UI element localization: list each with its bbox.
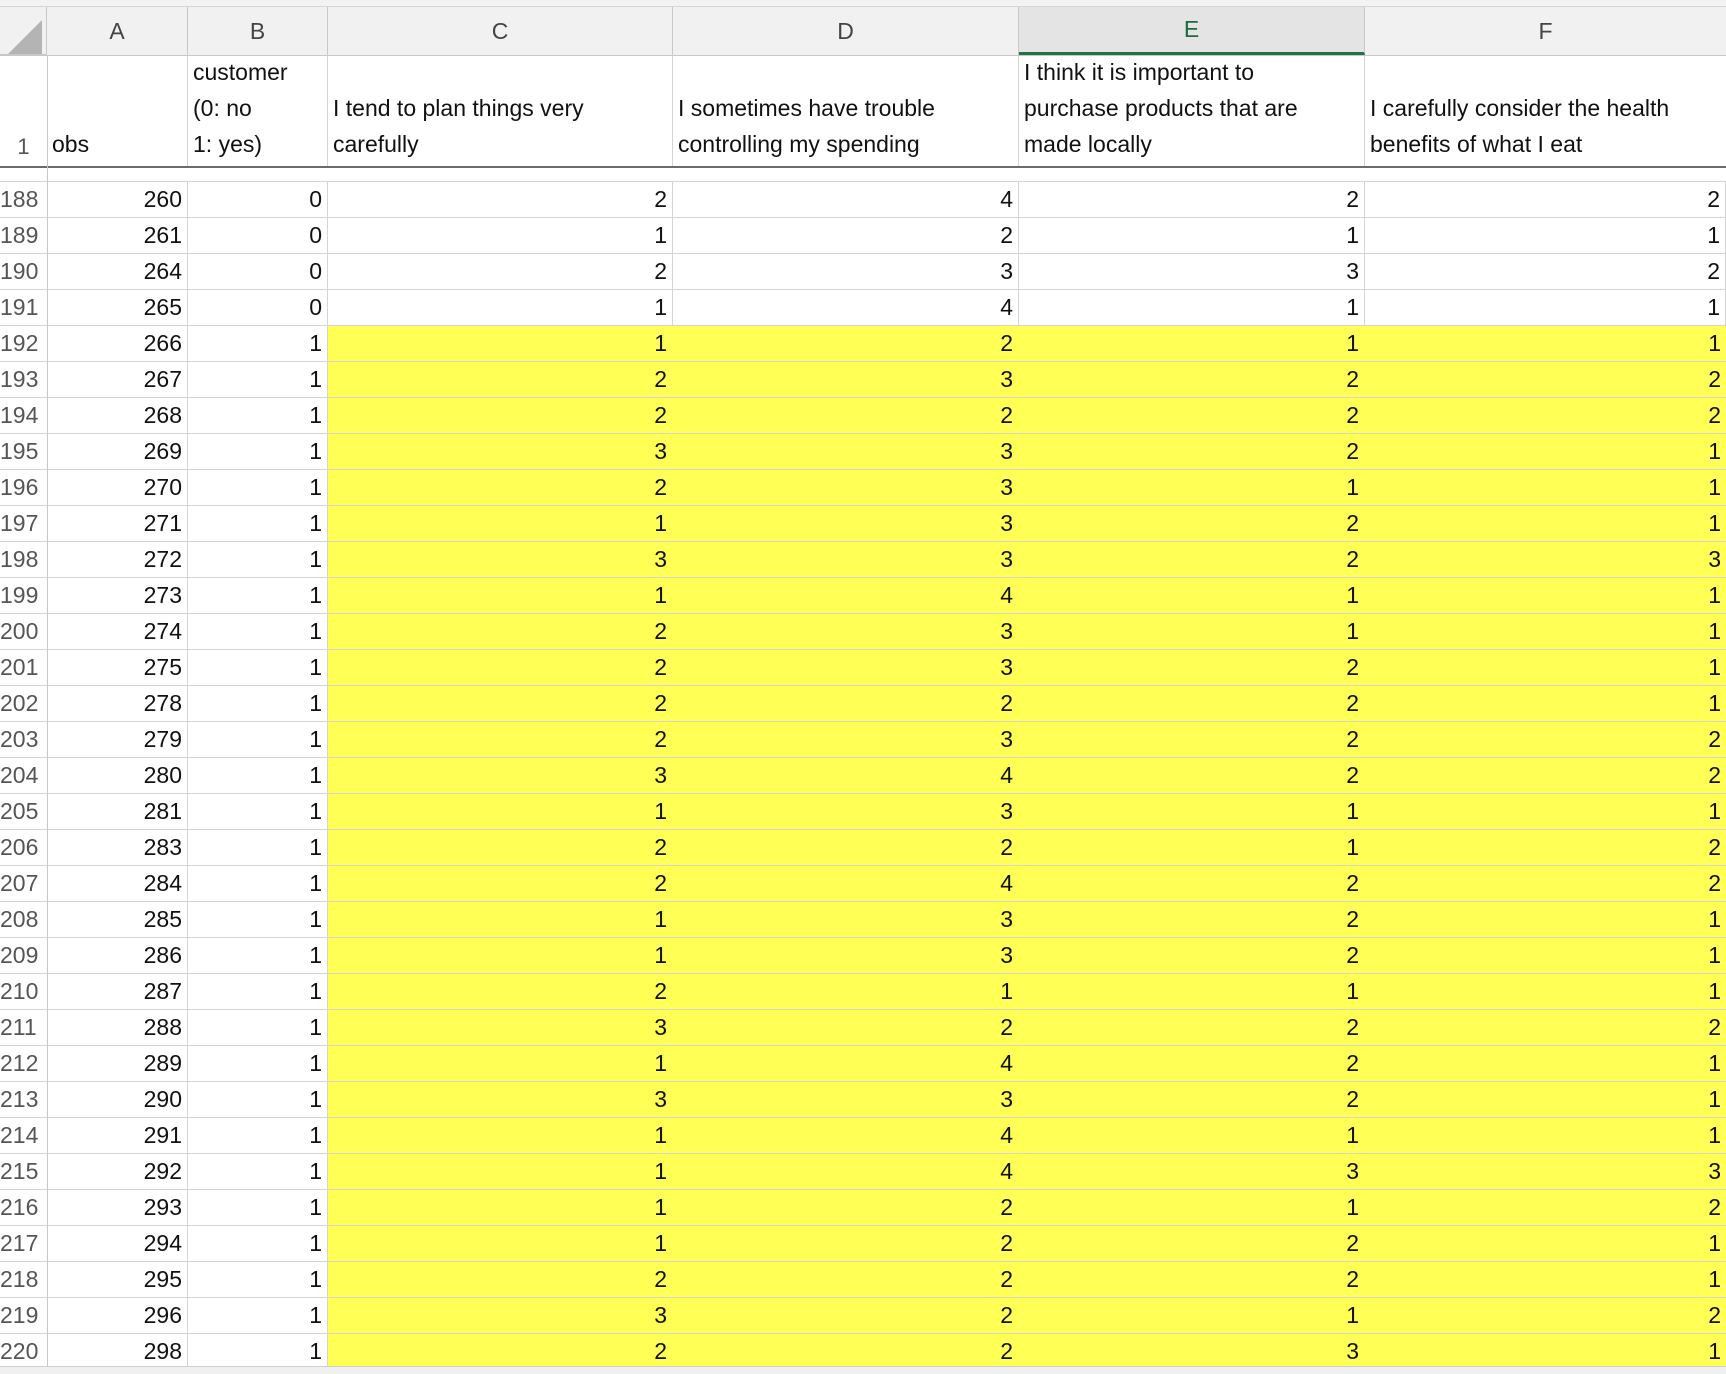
cell-plan[interactable]: 1: [328, 902, 673, 937]
header-cell-obs[interactable]: [47, 56, 188, 166]
table-row: [0, 182, 1726, 218]
table-row: [0, 362, 1726, 398]
cell-customer[interactable]: 1: [188, 1262, 328, 1297]
cell-local[interactable]: 2: [1019, 1262, 1365, 1297]
cell-plan[interactable]: 1: [328, 938, 673, 973]
cell-health[interactable]: 2: [1708, 726, 1721, 752]
row-number[interactable]: 207: [0, 870, 39, 896]
cell-health[interactable]: 2: [1708, 366, 1721, 392]
table-row: [0, 578, 1726, 614]
row-number[interactable]: 217: [0, 1230, 39, 1256]
row-number[interactable]: 210: [0, 978, 39, 1004]
cell-customer[interactable]: 1: [188, 1226, 328, 1261]
row-number[interactable]: 206: [0, 834, 39, 860]
row-number[interactable]: 216: [0, 1194, 39, 1220]
cell-health[interactable]: 1: [1708, 510, 1721, 536]
cell-customer[interactable]: 1: [188, 578, 328, 613]
cell-health[interactable]: 1: [1365, 218, 1726, 253]
table-row: [0, 218, 1726, 254]
cell-obs[interactable]: 296: [47, 1298, 188, 1333]
table-row: [0, 974, 1726, 1010]
cell-spending[interactable]: 3: [673, 902, 1019, 937]
cell-plan[interactable]: 3: [328, 1082, 673, 1117]
table-row: [0, 722, 1726, 758]
cell-local[interactable]: 1: [1019, 218, 1365, 253]
cell-plan[interactable]: 1: [328, 326, 673, 361]
header-plan-line-2: carefully: [333, 131, 419, 157]
row-number[interactable]: 201: [0, 654, 39, 680]
cell-health[interactable]: 1: [1708, 942, 1721, 968]
cell-obs[interactable]: 270: [47, 470, 188, 505]
cell-customer[interactable]: 1: [188, 902, 328, 937]
table-row: [0, 398, 1726, 434]
cell-customer[interactable]: 1: [188, 1082, 328, 1117]
cell-plan[interactable]: 1: [328, 1118, 673, 1153]
table-row: [0, 470, 1726, 506]
cell-customer[interactable]: 1: [188, 974, 328, 1009]
cell-plan[interactable]: 1: [328, 578, 673, 613]
cell-obs[interactable]: 286: [47, 938, 188, 973]
cell-health[interactable]: 1: [1708, 1266, 1721, 1292]
table-row: [0, 542, 1726, 578]
cell-local[interactable]: 1: [1019, 1298, 1365, 1333]
cell-health[interactable]: 3: [1708, 546, 1721, 572]
data-rows: [0, 182, 1726, 1370]
header-customer-line-3: 1: yes): [193, 131, 263, 157]
table-row: [0, 1334, 1726, 1370]
cell-plan[interactable]: 1: [328, 1046, 673, 1081]
cell-spending[interactable]: 2: [673, 1226, 1019, 1261]
cell-health[interactable]: 2: [1708, 870, 1721, 896]
cell-obs[interactable]: 284: [47, 866, 188, 901]
cell-obs[interactable]: 290: [47, 1082, 188, 1117]
header-cell-plan[interactable]: [328, 56, 673, 166]
table-row: [0, 1262, 1726, 1298]
cell-local[interactable]: 3: [1019, 1154, 1365, 1189]
cell-obs[interactable]: 291: [47, 1118, 188, 1153]
header-plan-line-1: I tend to plan things very: [333, 95, 584, 121]
cell-health[interactable]: 1: [1365, 290, 1726, 325]
column-header-c[interactable]: C: [328, 7, 673, 55]
table-row: [0, 506, 1726, 542]
row-number[interactable]: 202: [0, 690, 39, 716]
cell-spending[interactable]: 2: [673, 1262, 1019, 1297]
cell-customer[interactable]: 1: [188, 1298, 328, 1333]
cell-local[interactable]: 1: [1019, 1118, 1365, 1153]
cell-plan[interactable]: 1: [328, 1226, 673, 1261]
header-local-line-3: made locally: [1024, 131, 1152, 157]
cell-plan[interactable]: 3: [328, 434, 673, 469]
cell-customer[interactable]: 1: [188, 1154, 328, 1189]
header-spending-line-2: controlling my spending: [678, 131, 920, 157]
formula-bar-edge: [0, 0, 1726, 7]
cell-customer[interactable]: 0: [188, 182, 328, 217]
cell-spending[interactable]: 3: [673, 722, 1019, 757]
cell-local[interactable]: 2: [1019, 866, 1365, 901]
cell-customer[interactable]: 1: [188, 542, 328, 577]
cell-obs[interactable]: 273: [47, 578, 188, 613]
cell-health[interactable]: 2: [1365, 182, 1726, 217]
cell-spending[interactable]: 3: [673, 938, 1019, 973]
row-number[interactable]: 214: [0, 1122, 39, 1148]
table-row: [0, 614, 1726, 650]
cell-local[interactable]: 3: [1019, 1334, 1365, 1369]
cell-customer[interactable]: 1: [188, 758, 328, 793]
cell-plan[interactable]: 2: [328, 362, 673, 397]
cell-health[interactable]: 2: [1708, 1014, 1721, 1040]
cell-obs[interactable]: 265: [47, 290, 188, 325]
cell-obs[interactable]: 287: [47, 974, 188, 1009]
cell-customer[interactable]: 1: [188, 722, 328, 757]
cell-health[interactable]: 1: [1708, 438, 1721, 464]
cell-customer[interactable]: 1: [188, 686, 328, 721]
table-row: [0, 686, 1726, 722]
row-number[interactable]: 197: [0, 510, 39, 536]
cell-obs[interactable]: 292: [47, 1154, 188, 1189]
cell-local[interactable]: 1: [1019, 614, 1365, 649]
row-number[interactable]: 212: [0, 1050, 39, 1076]
cell-customer[interactable]: 0: [188, 218, 328, 253]
cell-obs[interactable]: 274: [47, 614, 188, 649]
row-header-divider: [47, 56, 48, 1374]
cell-plan[interactable]: 2: [328, 830, 673, 865]
cell-obs[interactable]: 285: [47, 902, 188, 937]
table-row: [0, 1226, 1726, 1262]
cell-customer[interactable]: 1: [188, 434, 328, 469]
cell-customer[interactable]: 1: [188, 506, 328, 541]
cell-customer[interactable]: 1: [188, 326, 328, 361]
column-header-f[interactable]: F: [1538, 17, 1553, 44]
cell-local[interactable]: 2: [1019, 758, 1365, 793]
header-cell-local[interactable]: [1019, 56, 1365, 166]
cell-customer[interactable]: 1: [188, 1046, 328, 1081]
row-number[interactable]: 190: [0, 258, 39, 284]
cell-spending[interactable]: 3: [673, 542, 1019, 577]
cell-obs[interactable]: 261: [47, 218, 188, 253]
cell-health[interactable]: 1: [1708, 906, 1721, 932]
cell-plan[interactable]: 3: [328, 1298, 673, 1333]
cell-plan[interactable]: 2: [328, 470, 673, 505]
cell-obs[interactable]: 271: [47, 506, 188, 541]
cell-local[interactable]: 2: [1019, 182, 1365, 217]
header-obs-text: obs: [52, 131, 90, 157]
cell-customer[interactable]: 1: [188, 1334, 328, 1369]
row-number[interactable]: 200: [0, 618, 39, 644]
cell-health[interactable]: 1: [1708, 618, 1721, 644]
table-row: [0, 794, 1726, 830]
cell-local[interactable]: 2: [1019, 398, 1365, 433]
cell-obs[interactable]: 288: [47, 1010, 188, 1045]
cell-health[interactable]: 2: [1365, 254, 1726, 289]
table-row: [0, 290, 1726, 326]
cell-plan[interactable]: 2: [328, 254, 673, 289]
cell-local[interactable]: 2: [1019, 902, 1365, 937]
cell-local[interactable]: 2: [1019, 434, 1365, 469]
cell-plan[interactable]: 2: [328, 1262, 673, 1297]
cell-customer[interactable]: 0: [188, 290, 328, 325]
cell-obs[interactable]: 298: [47, 1334, 188, 1369]
cell-spending[interactable]: 3: [673, 506, 1019, 541]
row-number[interactable]: 219: [0, 1302, 39, 1328]
table-row: [0, 326, 1726, 362]
header-local-line-2: purchase products that are: [1024, 95, 1298, 121]
table-row: [0, 938, 1726, 974]
cell-obs[interactable]: 264: [47, 254, 188, 289]
cell-local[interactable]: 2: [1019, 938, 1365, 973]
cell-health[interactable]: 1: [1708, 1338, 1721, 1364]
row-number[interactable]: 208: [0, 906, 39, 932]
cell-spending[interactable]: 4: [673, 1118, 1019, 1153]
cell-local[interactable]: 2: [1019, 1082, 1365, 1117]
cell-obs[interactable]: 294: [47, 1226, 188, 1261]
column-header-a[interactable]: A: [47, 7, 188, 55]
cell-obs[interactable]: 281: [47, 794, 188, 829]
row-number-1[interactable]: 1: [17, 134, 30, 159]
table-row: [0, 1082, 1726, 1118]
header-health-line-2: benefits of what I eat: [1370, 131, 1583, 157]
cell-local[interactable]: 2: [1019, 722, 1365, 757]
cell-spending[interactable]: 2: [673, 1010, 1019, 1045]
cell-local[interactable]: 1: [1019, 470, 1365, 505]
cell-spending[interactable]: 3: [673, 254, 1019, 289]
cell-customer[interactable]: 1: [188, 650, 328, 685]
table-row: [0, 758, 1726, 794]
row-number[interactable]: 213: [0, 1086, 39, 1112]
cell-plan[interactable]: 2: [328, 398, 673, 433]
row-number[interactable]: 188: [0, 186, 39, 212]
cell-health[interactable]: 2: [1708, 402, 1721, 428]
cell-local[interactable]: 3: [1019, 254, 1365, 289]
cell-spending[interactable]: 3: [673, 1082, 1019, 1117]
cell-customer[interactable]: 1: [188, 1118, 328, 1153]
cell-obs[interactable]: 267: [47, 362, 188, 397]
cell-plan[interactable]: 1: [328, 218, 673, 253]
cell-customer[interactable]: 1: [188, 1190, 328, 1225]
cell-plan[interactable]: 2: [328, 722, 673, 757]
cell-plan[interactable]: 2: [328, 1334, 673, 1369]
cell-obs[interactable]: 295: [47, 1262, 188, 1297]
cell-plan[interactable]: 2: [328, 974, 673, 1009]
cell-plan[interactable]: 3: [328, 1010, 673, 1045]
cell-customer[interactable]: 1: [188, 362, 328, 397]
row-number[interactable]: 205: [0, 798, 39, 824]
cell-customer[interactable]: 1: [188, 470, 328, 505]
row-number[interactable]: 203: [0, 726, 39, 752]
cell-health[interactable]: 1: [1708, 978, 1721, 1004]
cell-plan[interactable]: 1: [328, 1190, 673, 1225]
row-number[interactable]: 211: [0, 1014, 37, 1040]
cell-customer[interactable]: 1: [188, 794, 328, 829]
cell-health[interactable]: 2: [1708, 1302, 1721, 1328]
cell-spending[interactable]: 2: [673, 326, 1019, 361]
cell-spending[interactable]: 4: [673, 1046, 1019, 1081]
cell-spending[interactable]: 4: [673, 1154, 1019, 1189]
header-local-line-1: I think it is important to: [1024, 59, 1255, 85]
cell-plan[interactable]: 3: [328, 542, 673, 577]
row-number[interactable]: 215: [0, 1158, 39, 1184]
cell-plan[interactable]: 1: [328, 794, 673, 829]
table-row: [0, 1118, 1726, 1154]
row-number[interactable]: 204: [0, 762, 39, 788]
table-row: [0, 902, 1726, 938]
cell-obs[interactable]: 272: [47, 542, 188, 577]
cell-obs[interactable]: 278: [47, 686, 188, 721]
cell-spending[interactable]: 3: [673, 794, 1019, 829]
cell-health[interactable]: 1: [1708, 798, 1721, 824]
cell-obs[interactable]: 269: [47, 434, 188, 469]
cell-spending[interactable]: 3: [673, 650, 1019, 685]
cell-obs[interactable]: 280: [47, 758, 188, 793]
cell-local[interactable]: 1: [1019, 290, 1365, 325]
cell-spending[interactable]: 3: [673, 614, 1019, 649]
sheet-tab-bar-edge: [0, 1366, 1726, 1374]
cell-spending[interactable]: 3: [673, 470, 1019, 505]
cell-spending[interactable]: 2: [673, 1190, 1019, 1225]
cell-obs[interactable]: 260: [47, 182, 188, 217]
cell-health[interactable]: 1: [1708, 1050, 1721, 1076]
cell-obs[interactable]: 293: [47, 1190, 188, 1225]
cell-plan[interactable]: 1: [328, 1154, 673, 1189]
header-spending-line-1: I sometimes have trouble: [678, 95, 935, 121]
row-number[interactable]: 220: [0, 1338, 39, 1364]
cell-local[interactable]: 2: [1019, 362, 1365, 397]
cell-spending[interactable]: 4: [673, 182, 1019, 217]
cell-obs[interactable]: 279: [47, 722, 188, 757]
cell-local[interactable]: 2: [1019, 506, 1365, 541]
cell-spending[interactable]: 2: [673, 686, 1019, 721]
cell-spending[interactable]: 2: [673, 1298, 1019, 1333]
cell-plan[interactable]: 2: [328, 614, 673, 649]
cell-health[interactable]: 1: [1708, 582, 1721, 608]
cell-local[interactable]: 1: [1019, 974, 1365, 1009]
cell-local[interactable]: 2: [1019, 650, 1365, 685]
cell-local[interactable]: 1: [1019, 326, 1365, 361]
table-row: [0, 1010, 1726, 1046]
cell-spending[interactable]: 4: [673, 866, 1019, 901]
cell-obs[interactable]: 289: [47, 1046, 188, 1081]
table-row: [0, 830, 1726, 866]
cell-local[interactable]: 1: [1019, 578, 1365, 613]
partially-hidden-row: [0, 168, 1726, 182]
cell-spending[interactable]: 2: [673, 830, 1019, 865]
cell-plan[interactable]: 2: [328, 866, 673, 901]
cell-health[interactable]: 1: [1708, 330, 1721, 356]
cell-local[interactable]: 1: [1019, 830, 1365, 865]
cell-health[interactable]: 1: [1708, 654, 1721, 680]
header-health-line-1: I carefully consider the health: [1370, 95, 1670, 121]
column-header-e[interactable]: E: [1019, 7, 1365, 55]
cell-local[interactable]: 2: [1019, 542, 1365, 577]
row-number[interactable]: 189: [0, 222, 39, 248]
table-row: [0, 1190, 1726, 1226]
cell-local[interactable]: 2: [1019, 1046, 1365, 1081]
cell-customer[interactable]: 1: [188, 938, 328, 973]
header-customer-line-1: customer: [193, 59, 288, 85]
select-all-triangle-icon: [8, 20, 42, 54]
table-row: [0, 1298, 1726, 1334]
column-header-d[interactable]: D: [673, 7, 1019, 55]
row-number[interactable]: 193: [0, 366, 39, 392]
cell-health[interactable]: 1: [1708, 1122, 1721, 1148]
row-number[interactable]: 191: [0, 294, 39, 320]
cell-customer[interactable]: 1: [188, 614, 328, 649]
row-number[interactable]: 196: [0, 474, 39, 500]
table-row: [0, 434, 1726, 470]
table-row: [0, 866, 1726, 902]
cell-plan[interactable]: 2: [328, 650, 673, 685]
row-number[interactable]: 199: [0, 582, 39, 608]
row-number[interactable]: 195: [0, 438, 39, 464]
cell-spending[interactable]: 4: [673, 578, 1019, 613]
cell-plan[interactable]: 2: [328, 182, 673, 217]
row-number[interactable]: 192: [0, 330, 39, 356]
cell-health[interactable]: 1: [1708, 690, 1721, 716]
cell-local[interactable]: 1: [1019, 1190, 1365, 1225]
header-cell-customer[interactable]: [188, 56, 328, 166]
cell-spending[interactable]: 2: [673, 1334, 1019, 1369]
cell-health[interactable]: 2: [1708, 1194, 1721, 1220]
row-number[interactable]: 209: [0, 942, 39, 968]
column-header-b[interactable]: B: [188, 7, 328, 55]
cell-customer[interactable]: 1: [188, 398, 328, 433]
cell-local[interactable]: 2: [1019, 686, 1365, 721]
header-cell-health[interactable]: [1365, 56, 1726, 166]
cell-local[interactable]: 1: [1019, 794, 1365, 829]
cell-health[interactable]: 3: [1708, 1158, 1721, 1184]
cell-customer[interactable]: 1: [188, 830, 328, 865]
cell-plan[interactable]: 1: [328, 506, 673, 541]
cell-obs[interactable]: 283: [47, 830, 188, 865]
row-number[interactable]: 218: [0, 1266, 39, 1292]
header-customer-line-2: (0: no: [193, 95, 252, 121]
cell-customer[interactable]: 0: [188, 254, 328, 289]
cell-spending[interactable]: 2: [673, 218, 1019, 253]
row-number[interactable]: 194: [0, 402, 39, 428]
cell-obs[interactable]: 268: [47, 398, 188, 433]
cell-health[interactable]: 1: [1708, 474, 1721, 500]
row-number[interactable]: 198: [0, 546, 39, 572]
cell-local[interactable]: 2: [1019, 1010, 1365, 1045]
cell-spending[interactable]: 3: [673, 362, 1019, 397]
cell-spending[interactable]: 4: [673, 758, 1019, 793]
cell-spending[interactable]: 3: [673, 434, 1019, 469]
cell-customer[interactable]: 1: [188, 1010, 328, 1045]
table-row: [0, 1154, 1726, 1190]
table-row: [0, 650, 1726, 686]
table-row: [0, 1046, 1726, 1082]
cell-local[interactable]: 2: [1019, 1226, 1365, 1261]
cell-health[interactable]: 2: [1708, 834, 1721, 860]
header-cell-spending[interactable]: [673, 56, 1019, 166]
cell-customer[interactable]: 1: [188, 866, 328, 901]
cell-plan[interactable]: 1: [328, 290, 673, 325]
cell-obs[interactable]: 266: [47, 326, 188, 361]
cell-health[interactable]: 1: [1708, 1086, 1721, 1112]
cell-spending[interactable]: 4: [673, 290, 1019, 325]
cell-health[interactable]: 2: [1708, 762, 1721, 788]
cell-plan[interactable]: 2: [328, 686, 673, 721]
cell-obs[interactable]: 275: [47, 650, 188, 685]
cell-spending[interactable]: 2: [673, 398, 1019, 433]
select-all-corner[interactable]: [0, 7, 47, 55]
cell-plan[interactable]: 3: [328, 758, 673, 793]
cell-spending[interactable]: 1: [673, 974, 1019, 1009]
table-row: [0, 254, 1726, 290]
cell-health[interactable]: 1: [1708, 1230, 1721, 1256]
